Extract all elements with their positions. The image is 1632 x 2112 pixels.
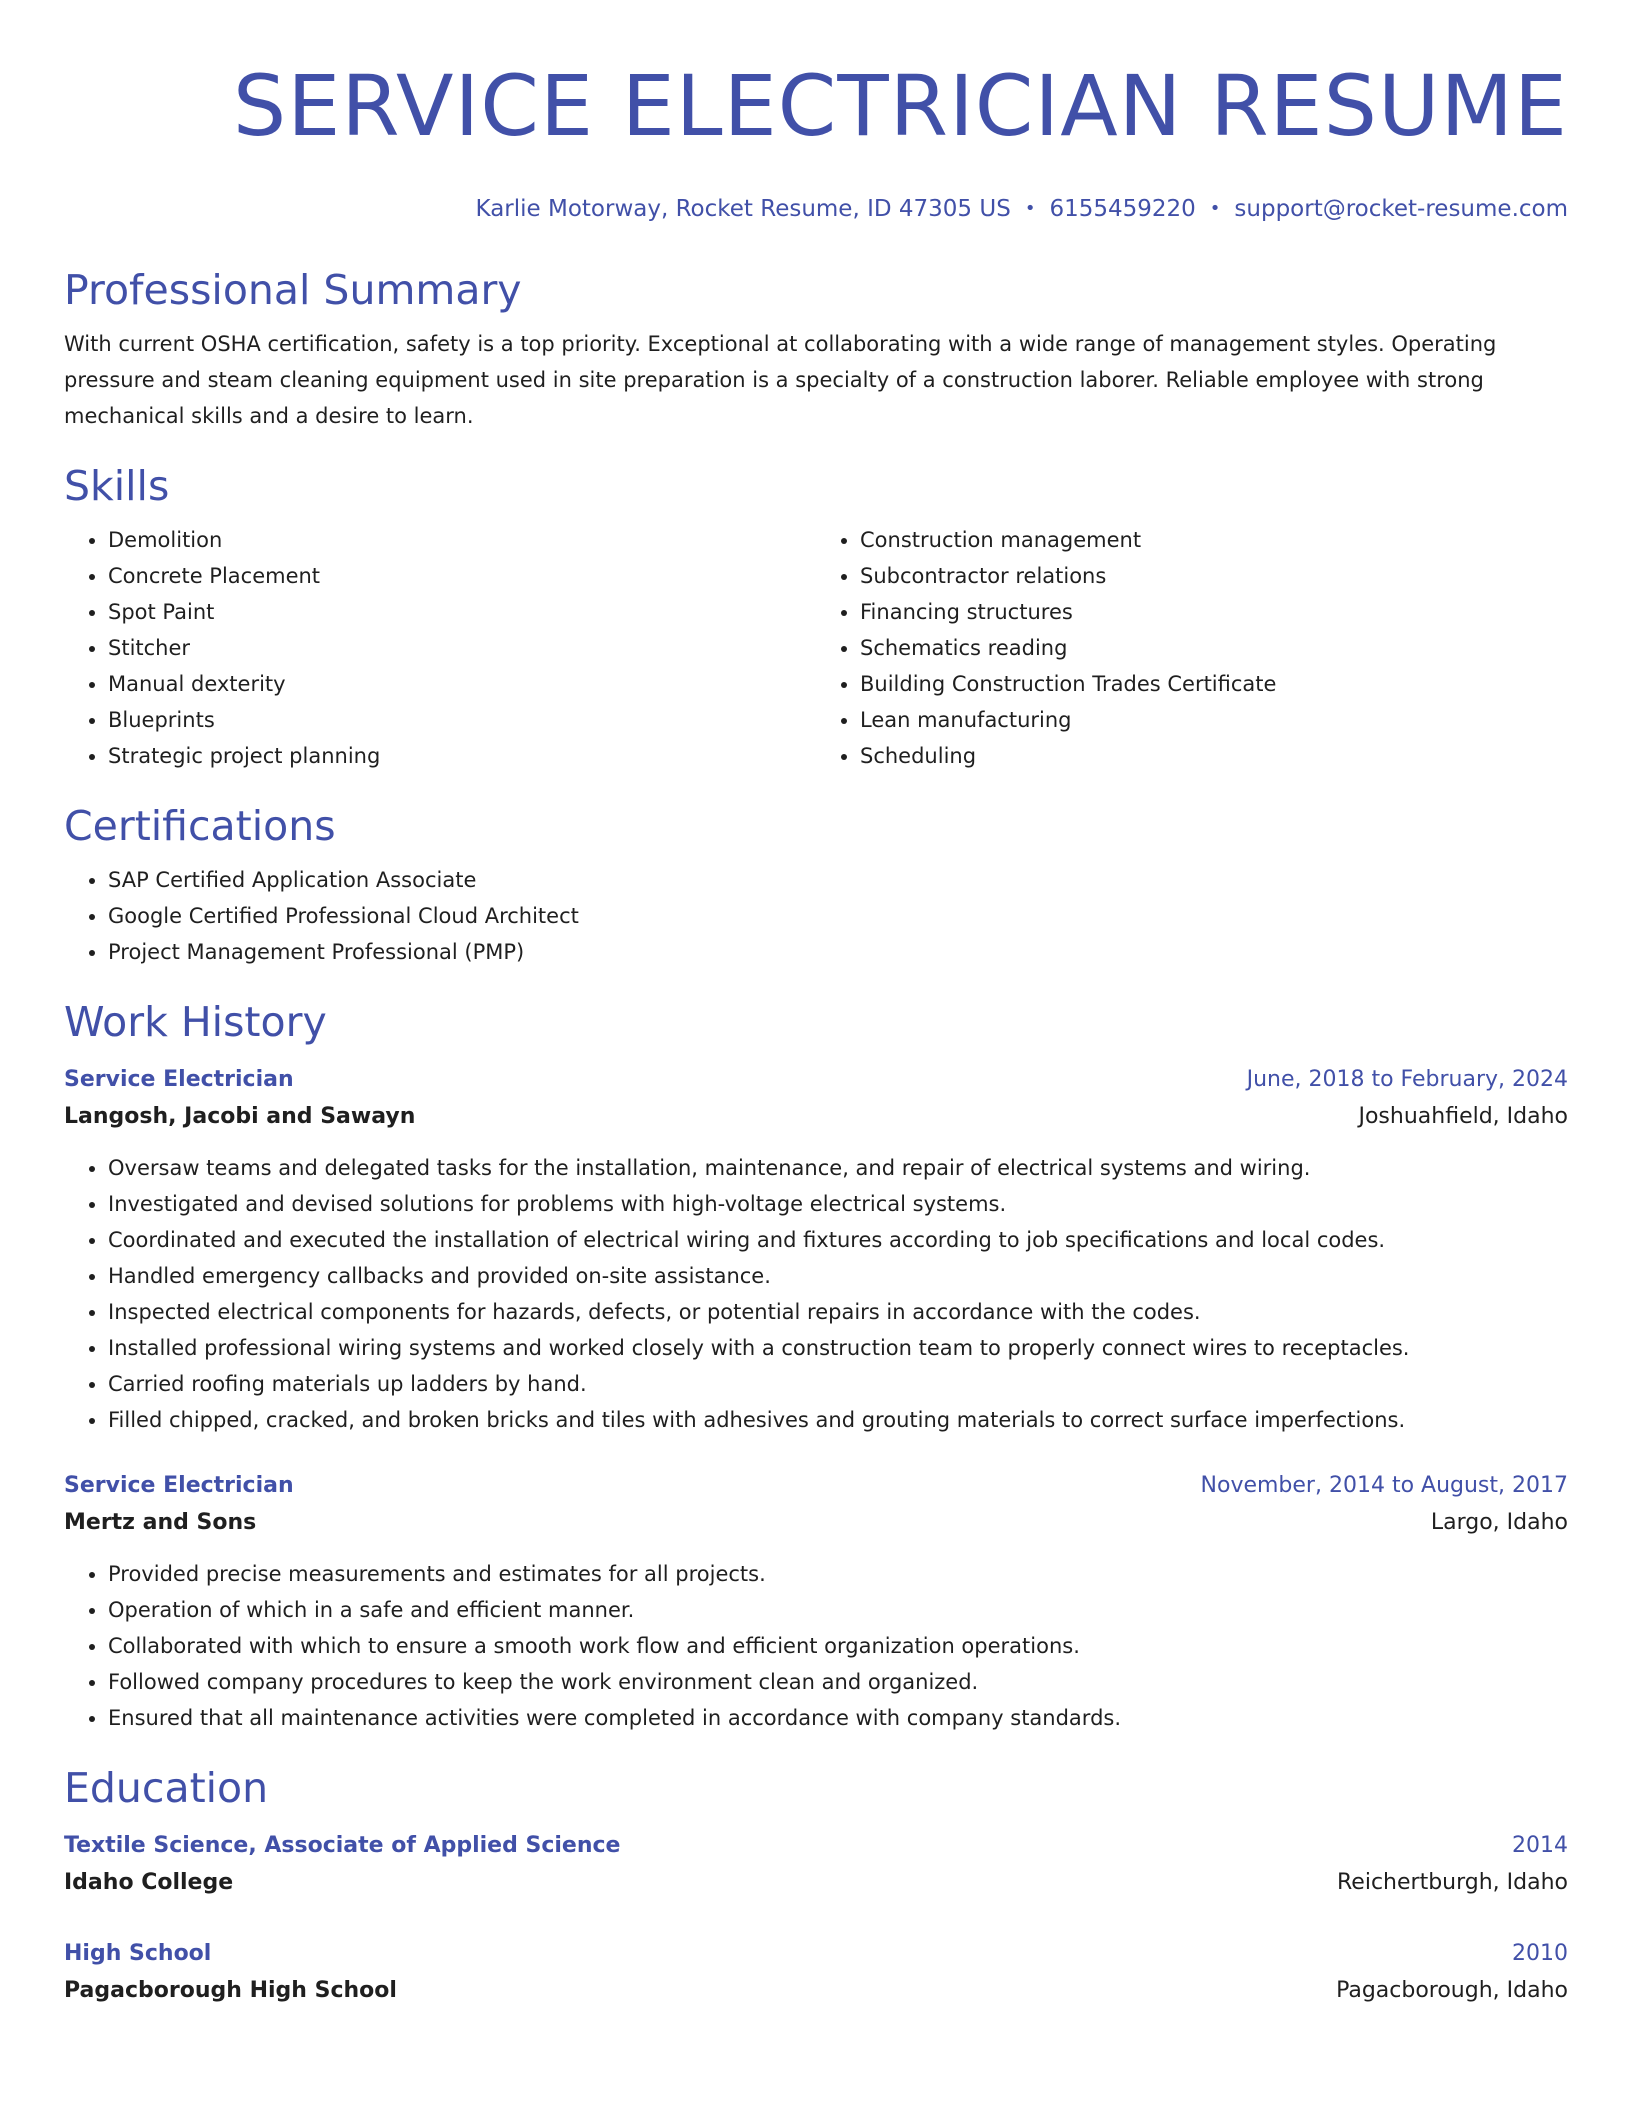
skill-item: • Schematics reading	[860, 630, 1568, 666]
summary-text: With current OSHA certification, safety is a top priority. Exceptional at collaborating with a wide range of management styles. Operating pressure and steam cleaning equipment used in site preparation is a specialty of a construction laborer. Reliable employee with strong mechanical skills and a desire to learn.	[64, 332, 1497, 428]
job-dates: November, 2014 to August, 2017	[1200, 1473, 1568, 1498]
job-bullet: • Provided precise measurements and estimates for all projects.	[108, 1556, 1568, 1592]
education-location: Pagacborough, Idaho	[1336, 1978, 1568, 2003]
job-company-row	[64, 1098, 1568, 1136]
skills-list-right	[816, 522, 1568, 774]
education-degree: High School	[64, 1941, 212, 1966]
education-school-row	[64, 1864, 1568, 1902]
certification-item: • Project Management Professional (PMP)	[108, 934, 1568, 970]
contact-line	[64, 196, 1568, 222]
work-history-section	[64, 996, 1568, 1736]
job-bullet: • Inspected electrical components for hazards, defects, or potential repairs in accordance with the codes.	[108, 1294, 1568, 1330]
skill-item: • Strategic project planning	[108, 738, 816, 774]
education-year: 2014	[1512, 1833, 1568, 1858]
education-header-row	[64, 1936, 1568, 1972]
education-school-row	[64, 1972, 1568, 2010]
education-school: Idaho College	[64, 1870, 234, 1895]
education-location: Reichertburgh, Idaho	[1337, 1870, 1568, 1895]
skill-item: • Subcontractor relations	[860, 558, 1568, 594]
education-entry	[64, 1828, 1568, 1902]
certification-item: • SAP Certified Application Associate	[108, 862, 1568, 898]
job-bullet: • Coordinated and executed the installation of electrical wiring and fixtures according to job specifications and local codes.	[108, 1222, 1568, 1258]
contact-separator: •	[1209, 198, 1221, 219]
skill-item: • Demolition	[108, 522, 816, 558]
work-history-heading: Work History	[64, 998, 327, 1046]
skill-item: • Concrete Placement	[108, 558, 816, 594]
skill-item: • Manual dexterity	[108, 666, 816, 702]
job-company: Langosh, Jacobi and Sawayn	[64, 1104, 416, 1129]
contact-phone: 6155459220	[1049, 196, 1196, 222]
job-dates: June, 2018 to February, 2024	[1246, 1067, 1568, 1092]
job-location: Joshuahfield, Idaho	[1358, 1104, 1568, 1129]
contact-address: Karlie Motorway, Rocket Resume, ID 47305 US	[475, 196, 1011, 222]
job-bullet: • Filled chipped, cracked, and broken bricks and tiles with adhesives and grouting materials to correct surface imperfections.	[108, 1402, 1568, 1438]
skill-item: • Spot Paint	[108, 594, 816, 630]
skills-columns	[64, 522, 1568, 774]
job-bullet: • Followed company procedures to keep the work environment clean and organized.	[108, 1664, 1568, 1700]
job-bullet: • Installed professional wiring systems and worked closely with a construction team to properly connect wires to receptacles.	[108, 1330, 1568, 1366]
summary-heading: Professional Summary	[64, 266, 522, 314]
job-bullet: • Operation of which in a safe and efficient manner.	[108, 1592, 1568, 1628]
contact-separator: •	[1024, 198, 1036, 219]
job-bullet: • Oversaw teams and delegated tasks for the installation, maintenance, and repair of electrical systems and wiring.	[108, 1150, 1568, 1186]
job-company: Mertz and Sons	[64, 1510, 257, 1535]
job-bullets	[64, 1556, 1568, 1736]
job-location: Largo, Idaho	[1430, 1510, 1568, 1535]
skill-item: • Blueprints	[108, 702, 816, 738]
job-bullet: • Carried roofing materials up ladders by hand.	[108, 1366, 1568, 1402]
skill-item: • Stitcher	[108, 630, 816, 666]
job-bullet: • Collaborated with which to ensure a smooth work flow and efficient organization operations.	[108, 1628, 1568, 1664]
job-bullet: • Ensured that all maintenance activities were completed in accordance with company standards.	[108, 1700, 1568, 1736]
education-heading: Education	[64, 1764, 269, 1812]
job-title: Service Electrician	[64, 1067, 294, 1092]
certification-item: • Google Certified Professional Cloud Architect	[108, 898, 1568, 934]
resume-title: SERVICE ELECTRICIAN RESUME	[232, 57, 1568, 155]
skill-item: • Financing structures	[860, 594, 1568, 630]
education-header-row	[64, 1828, 1568, 1864]
skill-item: • Building Construction Trades Certificate	[860, 666, 1568, 702]
certifications-heading: Certifications	[64, 802, 336, 850]
job-header-row	[64, 1062, 1568, 1098]
job-title: Service Electrician	[64, 1473, 294, 1498]
summary-section	[64, 264, 1568, 434]
education-year: 2010	[1512, 1941, 1568, 1966]
job-bullets	[64, 1150, 1568, 1438]
skills-section	[64, 460, 1568, 774]
skill-item: • Scheduling	[860, 738, 1568, 774]
skill-item: • Lean manufacturing	[860, 702, 1568, 738]
certifications-list	[64, 862, 1568, 970]
education-section	[64, 1762, 1568, 2010]
skills-heading: Skills	[64, 462, 170, 510]
job-header-row	[64, 1468, 1568, 1504]
contact-email: support@rocket-resume.com	[1234, 196, 1568, 222]
education-school: Pagacborough High School	[64, 1978, 397, 2003]
job-company-row	[64, 1504, 1568, 1542]
job-entry	[64, 1062, 1568, 1438]
job-entry	[64, 1468, 1568, 1736]
job-bullet: • Investigated and devised solutions for problems with high-voltage electrical systems.	[108, 1186, 1568, 1222]
skills-list-left	[64, 522, 816, 774]
skill-item: • Construction management	[860, 522, 1568, 558]
education-degree: Textile Science, Associate of Applied Science	[64, 1833, 621, 1858]
certifications-section	[64, 800, 1568, 970]
job-bullet: • Handled emergency callbacks and provided on-site assistance.	[108, 1258, 1568, 1294]
education-entry	[64, 1936, 1568, 2010]
